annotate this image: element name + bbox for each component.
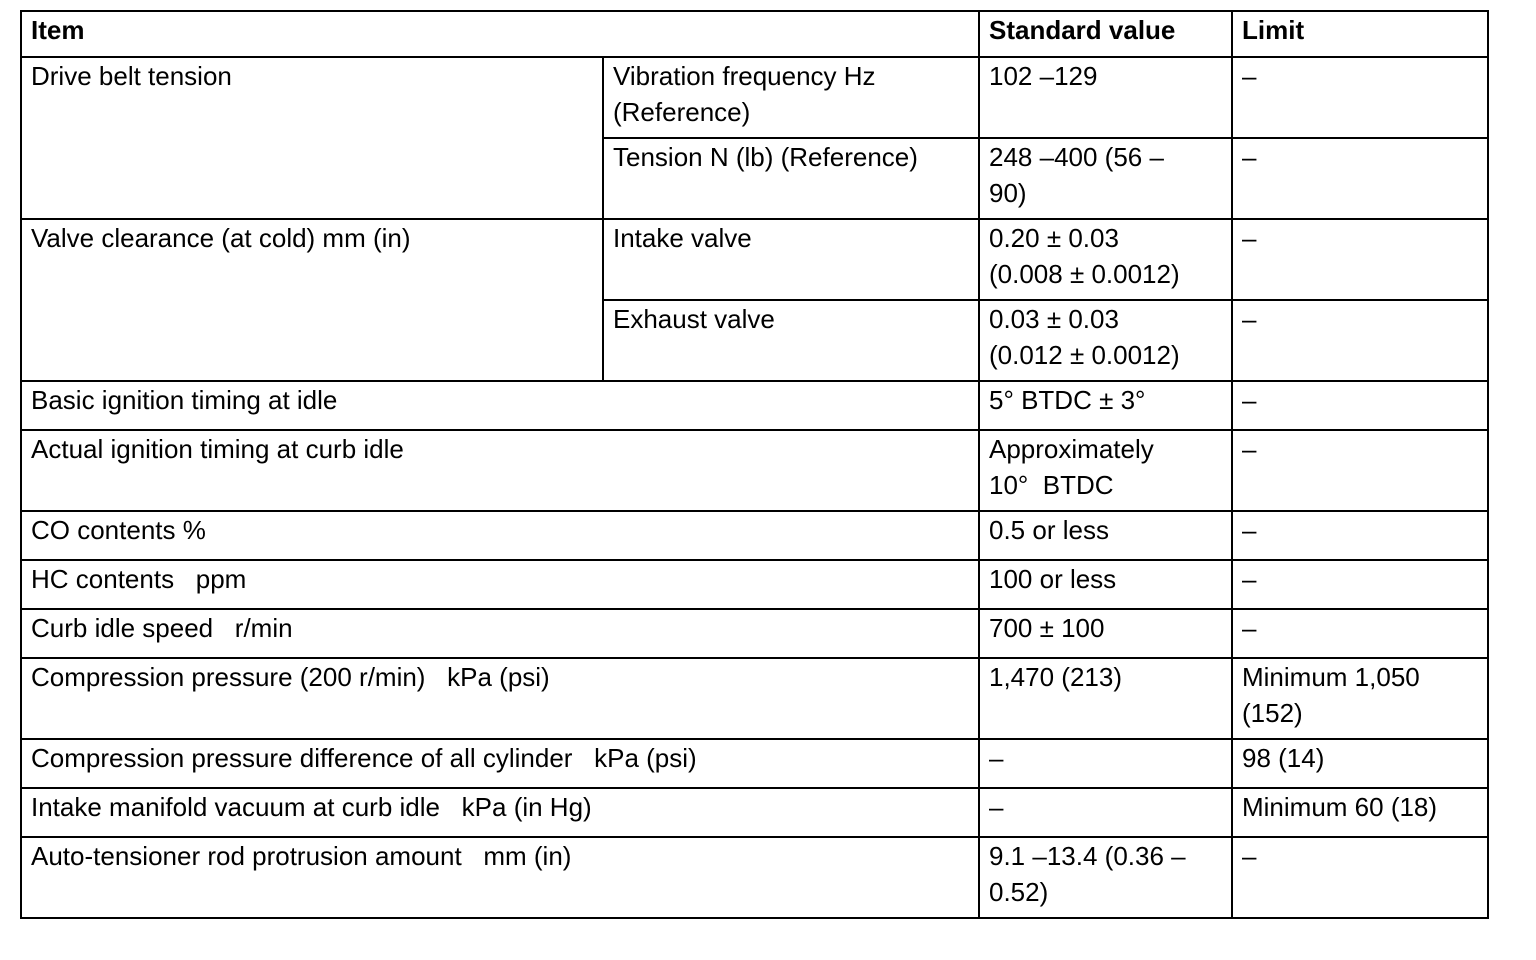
item-cell: Compression pressure (200 r/min) kPa (psi) xyxy=(21,658,979,739)
table-row xyxy=(21,511,1488,560)
limit-cell: – xyxy=(1232,138,1488,219)
header-limit: Limit xyxy=(1232,11,1488,57)
limit-cell: – xyxy=(1232,511,1488,560)
limit-cell: – xyxy=(1232,57,1488,138)
standard-value-cell: 0.03 ± 0.03 (0.012 ± 0.0012) xyxy=(979,300,1232,381)
item-cell: Auto-tensioner rod protrusion amount mm (in) xyxy=(21,837,979,918)
standard-value-cell: 700 ± 100 xyxy=(979,609,1232,658)
standard-value-cell: 102 –129 xyxy=(979,57,1232,138)
limit-cell: – xyxy=(1232,381,1488,430)
table-row xyxy=(21,739,1488,788)
standard-value-cell: 5° BTDC ± 3° xyxy=(979,381,1232,430)
table-row xyxy=(21,381,1488,430)
limit-cell: Minimum 1,050 (152) xyxy=(1232,658,1488,739)
standard-value-cell: 1,470 (213) xyxy=(979,658,1232,739)
table-row xyxy=(21,658,1488,739)
table-row xyxy=(21,560,1488,609)
header-row xyxy=(21,11,1488,57)
item-cell: Basic ignition timing at idle xyxy=(21,381,979,430)
standard-value-cell: 248 –400 (56 – 90) xyxy=(979,138,1232,219)
item-cell: Drive belt tension xyxy=(21,57,603,219)
limit-cell: 98 (14) xyxy=(1232,739,1488,788)
sub-item-cell: Tension N (lb) (Reference) xyxy=(603,138,979,219)
standard-value-cell: – xyxy=(979,739,1232,788)
table-row xyxy=(21,57,1488,138)
standard-value-cell: 9.1 –13.4 (0.36 – 0.52) xyxy=(979,837,1232,918)
standard-value-cell: 0.20 ± 0.03 (0.008 ± 0.0012) xyxy=(979,219,1232,300)
limit-cell: – xyxy=(1232,430,1488,511)
item-cell: Intake manifold vacuum at curb idle kPa (in Hg) xyxy=(21,788,979,837)
limit-cell: – xyxy=(1232,219,1488,300)
sub-item-cell: Vibration frequency Hz (Reference) xyxy=(603,57,979,138)
sub-item-cell: Intake valve xyxy=(603,219,979,300)
standard-value-cell: 100 or less xyxy=(979,560,1232,609)
table-row xyxy=(21,430,1488,511)
limit-cell: – xyxy=(1232,837,1488,918)
sub-item-cell: Exhaust valve xyxy=(603,300,979,381)
item-cell: Valve clearance (at cold) mm (in) xyxy=(21,219,603,381)
table-row xyxy=(21,788,1488,837)
standard-value-cell: Approximately 10° BTDC xyxy=(979,430,1232,511)
header-item: Item xyxy=(21,11,979,57)
item-cell: Actual ignition timing at curb idle xyxy=(21,430,979,511)
standard-value-cell: – xyxy=(979,788,1232,837)
item-cell: CO contents % xyxy=(21,511,979,560)
spec-table-wrapper xyxy=(20,10,1489,919)
standard-value-cell: 0.5 or less xyxy=(979,511,1232,560)
limit-cell: Minimum 60 (18) xyxy=(1232,788,1488,837)
item-cell: HC contents ppm xyxy=(21,560,979,609)
table-row xyxy=(21,609,1488,658)
item-cell: Curb idle speed r/min xyxy=(21,609,979,658)
table-row xyxy=(21,219,1488,300)
specification-table xyxy=(20,10,1489,919)
limit-cell: – xyxy=(1232,609,1488,658)
limit-cell: – xyxy=(1232,560,1488,609)
header-standard-value: Standard value xyxy=(979,11,1232,57)
table-row xyxy=(21,837,1488,918)
item-cell: Compression pressure difference of all cylinder kPa (psi) xyxy=(21,739,979,788)
limit-cell: – xyxy=(1232,300,1488,381)
